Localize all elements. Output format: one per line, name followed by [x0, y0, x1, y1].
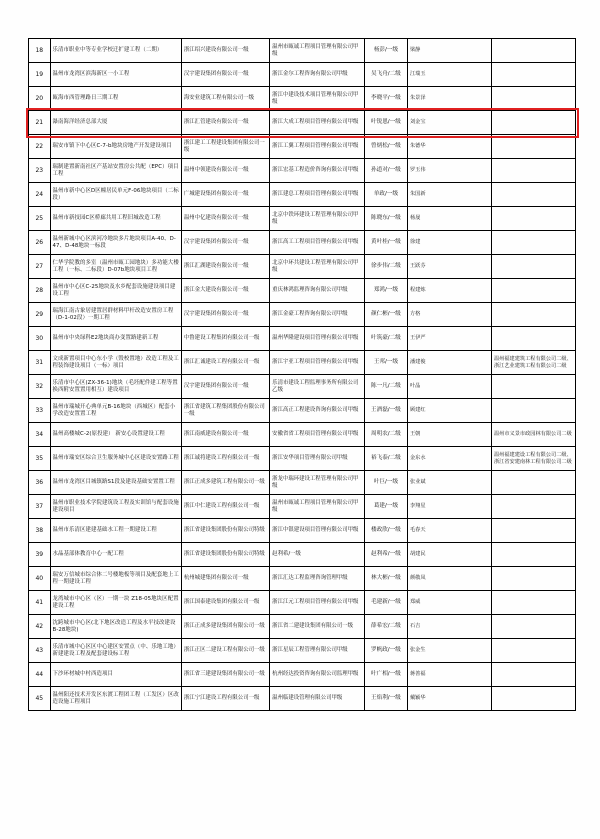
cell-unit: 浙江绍兴建设有限公司一级: [181, 39, 269, 63]
cell-supervisor: 浙江大成工程项目管理有限公司甲级: [270, 111, 365, 135]
cell-person: 周明农/二级: [364, 423, 407, 447]
cell-note2: [491, 495, 575, 519]
cell-person: 杨彭/一级: [364, 39, 407, 63]
cell-project: 仁华学院教的多室（温州市瓯工园地块）多功能大楼工程（一标、二标段）D-07b地块项目工程: [50, 255, 181, 279]
cell-note1: 梁静: [407, 39, 491, 63]
cell-note1: 罗玉伟: [407, 159, 491, 183]
cell-project: 瑞海江南古象居建置居群材料甲杆改造安置房工程（D-1-02段）一期工程: [50, 303, 181, 327]
cell-num: 42: [29, 615, 51, 639]
cell-unit: 浙江诚将建设工程有限公司一级: [181, 447, 269, 471]
cell-project: 乐清市城中心区区中心建区安置点（中、乐地工地）新建建设工程及配套建设标工程: [50, 639, 181, 663]
cell-num: 36: [29, 471, 51, 495]
cell-supervisor: 浙江工翼工程项目管理有限公司甲级: [270, 135, 365, 159]
cell-note1: 金东水: [407, 447, 491, 471]
cell-note2: [491, 375, 575, 399]
cell-note1: 朱德华: [407, 135, 491, 159]
cell-num: 43: [29, 639, 51, 663]
table-row: [29, 663, 576, 687]
cell-project: 水晶基部体教育中心一配工程: [50, 543, 181, 567]
cell-note1: 程建炼: [407, 279, 491, 303]
cell-num: 25: [29, 207, 51, 231]
cell-note2: [491, 39, 575, 63]
cell-note1: 张金生: [407, 639, 491, 663]
cell-note2: [491, 591, 575, 615]
cell-num: 19: [29, 63, 51, 87]
cell-num: 21: [29, 111, 51, 135]
cell-project: 下沙环材城中村西造项目: [50, 663, 181, 687]
table-row: [29, 687, 576, 711]
cell-unit: 浙江正成多建设集团有限公司一级: [181, 615, 269, 639]
cell-project: 瑞安万信城市综合体二号楼地板等项目及配套地上工程一期建设工程: [50, 567, 181, 591]
cell-person: 叶筑豪/二级: [364, 327, 407, 351]
table-row: [29, 591, 576, 615]
cell-person: 曾炳松/一级: [364, 135, 407, 159]
cell-num: 28: [29, 279, 51, 303]
cell-project: 温州市新技园C区桥廊共用工程旧城改造工程: [50, 207, 181, 231]
cell-supervisor: 浙江金尔工程咨询有限公司甲级: [270, 63, 365, 87]
cell-supervisor: 浙江中银建设项目管理有限公司甲级: [270, 519, 365, 543]
cell-project: 温州市龙湾区目城镇路S1段及建设基础安置置工程: [50, 471, 181, 495]
table-row: [29, 423, 576, 447]
cell-supervisor: 温州临建设管理有限公司甲级: [270, 687, 365, 711]
table-row: [29, 567, 576, 591]
cell-unit: 浙江汇湖建设有限公司一级: [181, 255, 269, 279]
cell-person: 裕飞泰/二级: [364, 447, 407, 471]
cell-unit: 浙江中仁建设工程有限公司一级: [181, 495, 269, 519]
table-row: [29, 183, 576, 207]
cell-supervisor: 浙江宇亚工程项目管理有限公司甲级: [270, 351, 365, 375]
cell-note1: 颜敬凤: [407, 567, 491, 591]
cell-note1: 顾建红: [407, 399, 491, 423]
table-row: [29, 615, 576, 639]
table-row: [29, 159, 576, 183]
cell-person: 叶巨/一级: [364, 471, 407, 495]
cell-note1: 李翔星: [407, 495, 491, 519]
cell-note2: 温州市义景市政园林有限公司二级: [491, 423, 575, 447]
cell-unit: 浙江省三建建设集团有限公司一级: [181, 663, 269, 687]
cell-note2: [491, 87, 575, 111]
cell-person: 王酒磊/一级: [364, 399, 407, 423]
cell-note1: 石吉: [407, 615, 491, 639]
cell-project: 温州市瑞安区综合卫生服务城中心区建设安置路工程: [50, 447, 181, 471]
cell-note1: 刘金宝: [407, 111, 491, 135]
cell-supervisor: 赵利希/一级: [270, 543, 365, 567]
cell-project: 文成新置项目中心东小学（毁校置地）改造工程及工程装饰建设项目（一标）项目: [50, 351, 181, 375]
cell-note2: [491, 615, 575, 639]
table-row: [29, 303, 576, 327]
cell-note2: [491, 303, 575, 327]
cell-supervisor: 浙江建总工程项目管理有限公司甲级: [270, 183, 365, 207]
cell-note1: 叶晶: [407, 375, 491, 399]
cell-supervisor: 浙江星辰工程管理有限公司甲级: [270, 639, 365, 663]
cell-note2: [491, 639, 575, 663]
cell-num: 27: [29, 255, 51, 279]
cell-person: 葛建/一级: [364, 495, 407, 519]
cell-note2: [491, 231, 575, 255]
cell-person: 毛建新/一级: [364, 591, 407, 615]
cell-person: 颜仁彬/一级: [364, 303, 407, 327]
cell-person: 孙道对/一级: [364, 159, 407, 183]
cell-person: 黄叶桂/一级: [364, 231, 407, 255]
cell-supervisor: 浙江安华项目管理有限公司甲级: [270, 447, 365, 471]
cell-unit: 温州中亿建设有限公司一级: [181, 207, 269, 231]
table-row: [29, 279, 576, 303]
cell-unit: 浙江南威建设有限公司一级: [181, 423, 269, 447]
cell-person: 赵利希/一级: [364, 543, 407, 567]
cell-unit: 浙江省建设集团股份有限公司特级: [181, 519, 269, 543]
table-row: [29, 351, 576, 375]
cell-note2: [491, 207, 575, 231]
cell-note1: 张业斌: [407, 471, 491, 495]
cell-num: 39: [29, 543, 51, 567]
table-row: [29, 375, 576, 399]
cell-unit: 浙江正区二建设工程有限公司一级: [181, 639, 269, 663]
cell-num: 33: [29, 399, 51, 423]
cell-person: 郑鸿/一级: [364, 279, 407, 303]
cell-note2: [491, 399, 575, 423]
cell-unit: 杭州城建集团有限公司一级: [181, 567, 269, 591]
cell-person: 徐步伟/二级: [364, 255, 407, 279]
cell-unit: 温州中领建设有限公司一级: [181, 159, 269, 183]
cell-person: 林大彬/一级: [364, 567, 407, 591]
cell-supervisor: 浙江中建设技术项目管理有限公司甲级: [270, 87, 365, 111]
cell-note2: [491, 111, 575, 135]
cell-note1: 朱国新: [407, 183, 491, 207]
cell-project: 温州高楼城C-2(原投建） 新安心设置建设工程: [50, 423, 181, 447]
cell-num: 32: [29, 375, 51, 399]
cell-supervisor: 温州市瓯诚工程项目管理有限公司甲级: [270, 495, 365, 519]
cell-project: 瀑南海洋经济总部大厦: [50, 111, 181, 135]
cell-supervisor: 浙江汇达工程监理咨询管理甲级: [270, 567, 365, 591]
cell-note1: 王伊严: [407, 327, 491, 351]
cell-unit: 浙江省建设集团股份有限公司特级: [181, 543, 269, 567]
cell-unit: 中鲁建设工程集团有限公司一级: [181, 327, 269, 351]
cell-note1: 戴颖华: [407, 687, 491, 711]
cell-person: 李晓平/一级: [364, 87, 407, 111]
cell-supervisor: 重庆林鸿监理咨询有限公司甲级: [270, 279, 365, 303]
cell-num: 23: [29, 159, 51, 183]
cell-num: 26: [29, 231, 51, 255]
cell-person: 罗帆政/一级: [364, 639, 407, 663]
cell-unit: 汉宇建设集团有限公司一级: [181, 375, 269, 399]
cell-unit: 浙江宁江建设工程有限公司一级: [181, 687, 269, 711]
cell-supervisor: 温州市瓯诚工程项目管理有限公司甲级: [270, 39, 365, 63]
cell-person: 陈一凡/二级: [364, 375, 407, 399]
table-row-highlighted: [29, 111, 576, 135]
cell-num: 35: [29, 447, 51, 471]
table-row: [29, 543, 576, 567]
table-row: [29, 471, 576, 495]
cell-project: 温州市乐清区建建基础水工程一期建设工程: [50, 519, 181, 543]
cell-project: 乐清市职业中等专业学校迁扩建工程（二期）: [50, 39, 181, 63]
cell-project: 瑞安市镇下中心区C-7-b地块房地产开发建设项目: [50, 135, 181, 159]
cell-note1: 郑威: [407, 591, 491, 615]
cell-num: 37: [29, 495, 51, 519]
cell-supervisor: 乐清市建设工程监理事务所有限公司乙级: [270, 375, 365, 399]
cell-num: 20: [29, 87, 51, 111]
cell-unit: 浙江省建筑工程集团股份有限公司一级: [181, 399, 269, 423]
table-row: [29, 135, 576, 159]
cell-unit: 汉宇建设集团有限公司一级: [181, 231, 269, 255]
cell-unit: 广城建设集团有限公司一级: [181, 183, 269, 207]
cell-num: 22: [29, 135, 51, 159]
table-row: [29, 87, 576, 111]
cell-note1: 杨晟: [407, 207, 491, 231]
cell-supervisor: 浙江高工工程项目管理有限公司甲级: [270, 231, 365, 255]
table-row: [29, 207, 576, 231]
cell-project: 温州阳还技术开发区东渡工程团工程（工发区）区改造设施工程项目: [50, 687, 181, 711]
cell-project: 温州市中心区C-25地块及水乡配套设施建设项目建设工程: [50, 279, 181, 303]
cell-project: 温州市瑞城开心典单元B-16地块（西城区）配套小学改造安置置工程: [50, 399, 181, 423]
cell-num: 18: [29, 39, 51, 63]
cell-note2: [491, 279, 575, 303]
cell-num: 24: [29, 183, 51, 207]
cell-note1: 方格: [407, 303, 491, 327]
cell-note2: 温州福建建设工程有限公司二级、浙江省安建南林工程有限公司二级: [491, 447, 575, 471]
cell-person: 王焰利/一级: [364, 687, 407, 711]
cell-project: 温州市职业技术学院建筑设工程及实训馆与配套设施建设项目: [50, 495, 181, 519]
cell-note2: [491, 327, 575, 351]
cell-num: 30: [29, 327, 51, 351]
cell-note1: 蒋善福: [407, 663, 491, 687]
cell-unit: 浙江正成多建筑工程有限公司一级: [181, 471, 269, 495]
table-row: [29, 639, 576, 663]
cell-note2: [491, 255, 575, 279]
table-row: [29, 327, 576, 351]
cell-note2: [491, 519, 575, 543]
cell-person: 王邦/一级: [364, 351, 407, 375]
cell-supervisor: 杭州经达投资咨询有限公司监理甲级: [270, 663, 365, 687]
cell-note1: 王跃芬: [407, 255, 491, 279]
cell-supervisor: 浙江省二建建设集团有限公司一级: [270, 615, 365, 639]
cell-unit: 浙江建工工程建设集团有限公司一级: [181, 135, 269, 159]
cell-person: 叶广相/一级: [364, 663, 407, 687]
cell-person: 陈晓东/一级: [364, 207, 407, 231]
cell-unit: 浙江汇管建设有限公司一级: [181, 111, 269, 135]
cell-note2: [491, 135, 575, 159]
cell-note2: [491, 567, 575, 591]
table-row: [29, 39, 576, 63]
cell-note2: 温州福建建筑工程有限公司二级、浙江艺业建筑工程有限公司二级: [491, 351, 575, 375]
cell-supervisor: 浙江高正工程建设咨询有限公司甲级: [270, 399, 365, 423]
cell-project: 瓯海市西管理路日三期工程: [50, 87, 181, 111]
cell-project: 温州新城中心区滨河冷地块多片地块项目A-40、D-47、D-48地块一标段: [50, 231, 181, 255]
cell-note1: 胡建民: [407, 543, 491, 567]
cell-supervisor: 浙江宏基工程造价咨询有限公司甲级: [270, 159, 365, 183]
table-row: [29, 63, 576, 87]
cell-project: 温州市中央绿科E2地块商办变置路建新工程: [50, 327, 181, 351]
cell-note1: 朱景泽: [407, 87, 491, 111]
cell-person: 吴飞舟/二级: [364, 63, 407, 87]
cell-num: 45: [29, 687, 51, 711]
cell-note2: [491, 687, 575, 711]
cell-note2: [491, 183, 575, 207]
cell-person: 楼政欣/一级: [364, 519, 407, 543]
cell-note1: 潘建俊: [407, 351, 491, 375]
cell-note2: [491, 63, 575, 87]
cell-note2: [491, 543, 575, 567]
cell-person: 叶锐恩/一级: [364, 111, 407, 135]
cell-unit: 浙江国泰建设集团有限公司一级: [181, 591, 269, 615]
cell-supervisor: 浙龙中瑞环建设工程管理有限公司甲级: [270, 471, 365, 495]
cell-num: 38: [29, 519, 51, 543]
table-row: [29, 447, 576, 471]
cell-project: 沈跨城市中心区(北下地区改造工程及水平技改建设B-28地块): [50, 615, 181, 639]
cell-num: 31: [29, 351, 51, 375]
cell-supervisor: 温州华隆建设项目管理有限公司甲级: [270, 327, 365, 351]
cell-supervisor: 浙江江元工程项目管理有限公司甲级: [270, 591, 365, 615]
cell-num: 44: [29, 663, 51, 687]
cell-note1: 王朝: [407, 423, 491, 447]
table-row: [29, 399, 576, 423]
cell-unit: 海安业建筑工程有限公司一级: [181, 87, 269, 111]
project-table: [28, 38, 576, 711]
cell-note2: [491, 159, 575, 183]
cell-note1: 徐建: [407, 231, 491, 255]
cell-project: 温州市龙湾区滨海新区一小工程: [50, 63, 181, 87]
cell-project: 乐清市中心区(ZX-36-1)地块（毛坯配件建工程等置换西附安置置用相互）建设项目: [50, 375, 181, 399]
table-row: [29, 255, 576, 279]
cell-supervisor: 浙江金豪工程咨询有限公司甲级: [270, 303, 365, 327]
cell-num: 29: [29, 303, 51, 327]
cell-person: 薛希宏/二级: [364, 615, 407, 639]
cell-note2: [491, 471, 575, 495]
table-row: [29, 519, 576, 543]
cell-note2: [491, 663, 575, 687]
table-body: [29, 39, 576, 711]
cell-unit: 汉宇建设集团有限公司一级: [181, 63, 269, 87]
cell-num: 40: [29, 567, 51, 591]
cell-unit: 汉宇建设集团有限公司一级: [181, 303, 269, 327]
cell-project: 瑞制建置新南社区产基站安置房公共配（EPC）项目工程: [50, 159, 181, 183]
cell-unit: 浙江金大建设有限公司一级: [181, 279, 269, 303]
cell-supervisor: 北京中环共建设工程管理有限公司甲级: [270, 255, 365, 279]
cell-supervisor: 安徽省省工程项目管理有限公司甲级: [270, 423, 365, 447]
table-row: [29, 231, 576, 255]
cell-unit: 浙江汇诚建设工程有限公司一级: [181, 351, 269, 375]
cell-project: 温州市新中心区D区幢居民单元F-06地块项目（二标段）: [50, 183, 181, 207]
cell-note1: 江瑞玉: [407, 63, 491, 87]
cell-person: 单政/一级: [364, 183, 407, 207]
table-row: [29, 495, 576, 519]
cell-num: 41: [29, 591, 51, 615]
cell-supervisor: 北京中铁环建设工程管理有限公司甲级: [270, 207, 365, 231]
cell-num: 34: [29, 423, 51, 447]
cell-note1: 毛春天: [407, 519, 491, 543]
cell-project: 龙湾城市中心区（区）一期一块 Z18-05地块区配置建设工程: [50, 591, 181, 615]
